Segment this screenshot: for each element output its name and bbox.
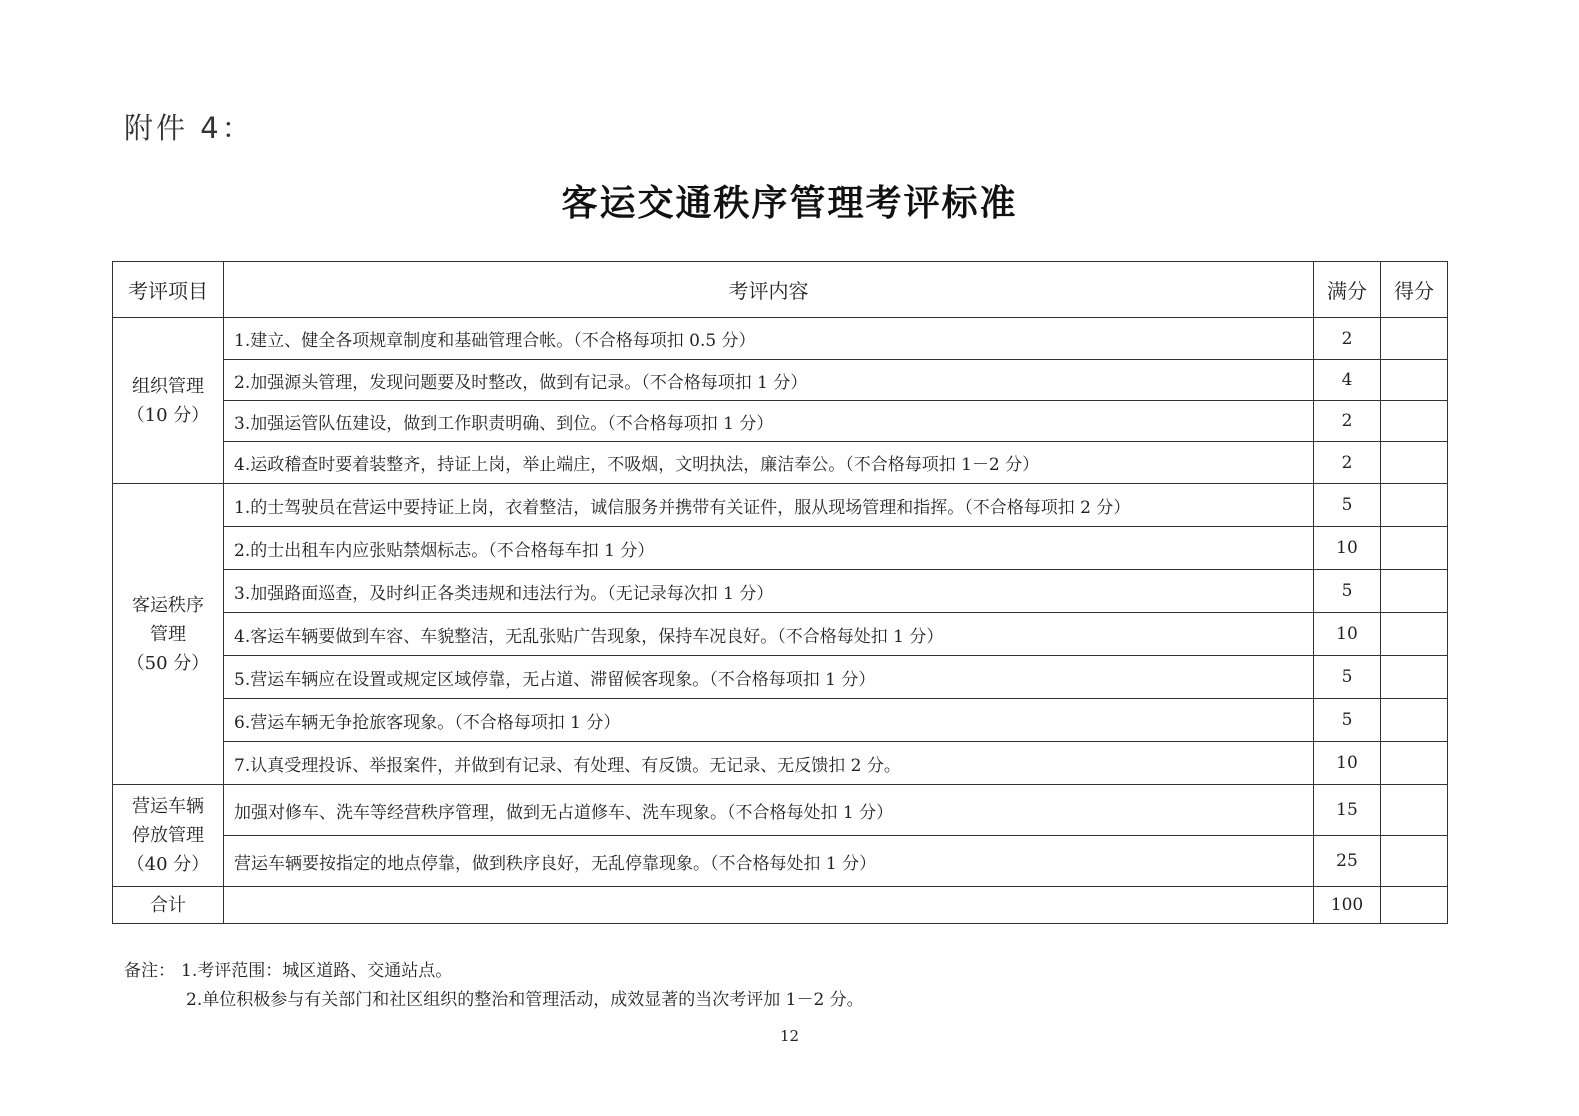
- category-cell: [113, 484, 224, 785]
- full-score-cell: 5: [1314, 484, 1381, 527]
- table-row: [113, 699, 1448, 742]
- score-input-cell[interactable]: [1381, 656, 1448, 699]
- full-score-cell: 5: [1314, 570, 1381, 613]
- table-row: [113, 836, 1448, 887]
- category-line: 停放管理: [132, 825, 204, 846]
- score-input-cell[interactable]: [1381, 527, 1448, 570]
- score-input-cell[interactable]: [1381, 401, 1448, 442]
- evaluation-table: [112, 261, 1448, 924]
- category-line: 客运秩序: [132, 594, 204, 616]
- total-label: 合计: [113, 887, 224, 924]
- document-title: 客运交通秩序管理考评标准: [561, 183, 1018, 224]
- table-header-row: [113, 262, 1448, 318]
- table-row: [113, 527, 1448, 570]
- content-cell: 加强对修车、洗车等经营秩序管理，做到无占道修车、洗车现象。（不合格每处扣 1 分）: [224, 785, 1314, 836]
- full-score-cell: 10: [1314, 613, 1381, 656]
- content-cell: 3.加强运管队伍建设，做到工作职责明确、到位。（不合格每项扣 1 分）: [224, 401, 1314, 442]
- score-input-cell[interactable]: [1381, 442, 1448, 484]
- content-cell: 6.营运车辆无争抢旅客现象。（不合格每项扣 1 分）: [224, 699, 1314, 742]
- category-line: （10 分）: [126, 404, 210, 426]
- table-row: [113, 656, 1448, 699]
- total-score-input-cell[interactable]: [1381, 887, 1448, 924]
- table-row: [113, 360, 1448, 401]
- content-cell: 4.运政稽查时要着装整齐，持证上岗，举止端庄，不吸烟，文明执法，廉洁奉公。（不合格每项扣 1－2 分）: [224, 442, 1314, 484]
- attachment-label: 附件 4：: [124, 111, 254, 145]
- table-row: [113, 484, 1448, 527]
- total-content-cell: [224, 887, 1314, 924]
- content-cell: 1.的士驾驶员在营运中要持证上岗，衣着整洁，诚信服务并携带有关证件，服从现场管理和指挥。（不合格每项扣 2 分）: [224, 484, 1314, 527]
- note-line-1: [124, 956, 452, 981]
- table-row: [113, 570, 1448, 613]
- total-full-score: 100: [1314, 887, 1381, 924]
- content-cell: 3.加强路面巡查，及时纠正各类违规和违法行为。（无记录每次扣 1 分）: [224, 570, 1314, 613]
- score-input-cell[interactable]: [1381, 484, 1448, 527]
- category-cell: [113, 785, 224, 887]
- category-line: 组织管理: [132, 375, 204, 397]
- category-line: 营运车辆: [132, 796, 204, 817]
- full-score-cell: 2: [1314, 401, 1381, 442]
- score-input-cell[interactable]: [1381, 742, 1448, 785]
- table-row: [113, 742, 1448, 785]
- header-score: 得分: [1381, 262, 1448, 318]
- score-input-cell[interactable]: [1381, 613, 1448, 656]
- table-row: [113, 442, 1448, 484]
- note-line-2: 2.单位积极参与有关部门和社区组织的整治和管理活动，成效显著的当次考评加 1－2 分。: [186, 990, 864, 1010]
- full-score-cell: 2: [1314, 442, 1381, 484]
- content-cell: 营运车辆要按指定的地点停靠，做到秩序良好，无乱停靠现象。（不合格每处扣 1 分）: [224, 836, 1314, 887]
- total-row: [113, 887, 1448, 924]
- full-score-cell: 2: [1314, 318, 1381, 360]
- table-row: [113, 318, 1448, 360]
- category-cell: [113, 318, 224, 484]
- full-score-cell: 10: [1314, 742, 1381, 785]
- table-row: [113, 401, 1448, 442]
- content-cell: 2.的士出租车内应张贴禁烟标志。（不合格每车扣 1 分）: [224, 527, 1314, 570]
- note-prefix: 备注：: [124, 961, 175, 981]
- score-input-cell[interactable]: [1381, 318, 1448, 360]
- full-score-cell: 15: [1314, 785, 1381, 836]
- content-cell: 4.客运车辆要做到车容、车貌整洁，无乱张贴广告现象，保持车况良好。（不合格每处扣 1 分）: [224, 613, 1314, 656]
- category-line: （40 分）: [126, 854, 210, 875]
- full-score-cell: 25: [1314, 836, 1381, 887]
- full-score-cell: 10: [1314, 527, 1381, 570]
- category-line: 管理: [150, 623, 186, 645]
- header-full-score: 满分: [1314, 262, 1381, 318]
- category-line: （50 分）: [126, 652, 210, 674]
- score-input-cell[interactable]: [1381, 785, 1448, 836]
- content-cell: 2.加强源头管理，发现问题要及时整改，做到有记录。（不合格每项扣 1 分）: [224, 360, 1314, 401]
- table-row: [113, 613, 1448, 656]
- score-input-cell[interactable]: [1381, 360, 1448, 401]
- full-score-cell: 5: [1314, 656, 1381, 699]
- score-input-cell[interactable]: [1381, 699, 1448, 742]
- header-content: 考评内容: [224, 262, 1314, 318]
- header-category: 考评项目: [113, 262, 224, 318]
- table-row: [113, 785, 1448, 836]
- full-score-cell: 4: [1314, 360, 1381, 401]
- content-cell: 1.建立、健全各项规章制度和基础管理合帐。（不合格每项扣 0.5 分）: [224, 318, 1314, 360]
- page-number: 12: [779, 1027, 800, 1045]
- note-text-1: 1.考评范围：城区道路、交通站点。: [181, 961, 453, 981]
- full-score-cell: 5: [1314, 699, 1381, 742]
- score-input-cell[interactable]: [1381, 570, 1448, 613]
- content-cell: 7.认真受理投诉、举报案件，并做到有记录、有处理、有反馈。无记录、无反馈扣 2 分。: [224, 742, 1314, 785]
- score-input-cell[interactable]: [1381, 836, 1448, 887]
- content-cell: 5.营运车辆应在设置或规定区域停靠，无占道、滞留候客现象。（不合格每项扣 1 分）: [224, 656, 1314, 699]
